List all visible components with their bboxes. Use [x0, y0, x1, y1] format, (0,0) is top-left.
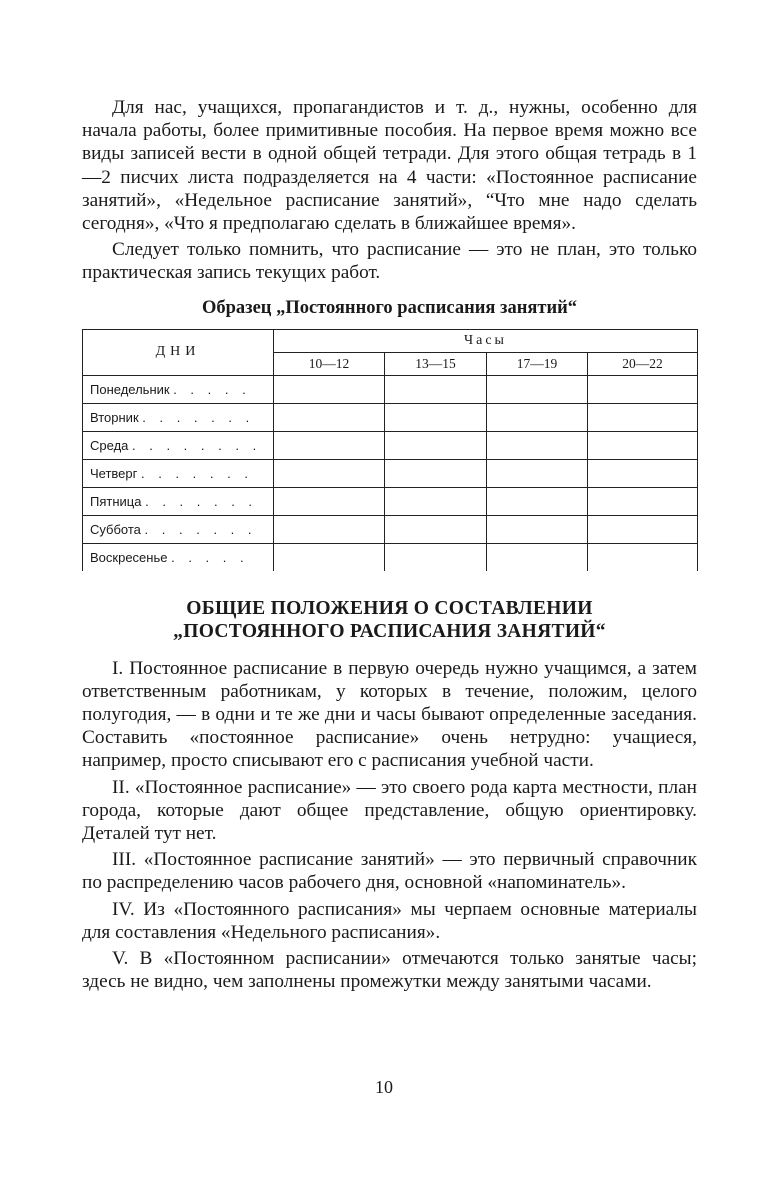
table-row: [83, 431, 698, 459]
empty-cell: [588, 403, 698, 431]
section-paragraph-1: I. Постоянное расписание в первую очередь нужно учащимся, а затем ответственным работникам, у которых в течение, положим, целого полугодия, — в одни и те же дни и часы бывают определенные заседания. Составить «постоянное расписание» очень нетрудно: учащиеся, например, просто списывают его с расписания учебной части.: [82, 657, 697, 772]
empty-cell: [487, 543, 588, 571]
empty-cell: [274, 515, 385, 543]
empty-cell: [274, 487, 385, 515]
table-header-row: [83, 329, 698, 352]
empty-cell: [385, 515, 487, 543]
empty-cell: [588, 487, 698, 515]
day-label: Суббота: [90, 521, 141, 537]
empty-cell: [588, 375, 698, 403]
empty-cell: [385, 487, 487, 515]
hours-header: Часы: [274, 329, 698, 352]
empty-cell: [274, 375, 385, 403]
empty-cell: [588, 459, 698, 487]
empty-cell: [487, 515, 588, 543]
day-cell: [83, 487, 274, 515]
day-label: Понедельник: [90, 381, 170, 397]
page-number: 10: [375, 1077, 393, 1097]
empty-cell: [274, 543, 385, 571]
table-caption: Образец „Постоянного расписания занятий“: [201, 297, 578, 318]
empty-cell: [385, 403, 487, 431]
dot-leader: . . . . . . .: [144, 521, 257, 537]
empty-cell: [588, 543, 698, 571]
dot-leader: . . . . . . .: [145, 493, 258, 509]
time-slot-header: 13—15: [385, 352, 487, 375]
day-cell: [83, 515, 274, 543]
empty-cell: [487, 459, 588, 487]
dot-leader: . . . . . . .: [142, 409, 255, 425]
empty-cell: [588, 431, 698, 459]
dot-leader: . . . . .: [171, 549, 249, 565]
day-cell: [83, 459, 274, 487]
section-title-line: ОБЩИЕ ПОЛОЖЕНИЯ О СОСТАВЛЕНИИ: [186, 597, 593, 619]
table-row: [83, 459, 698, 487]
empty-cell: [274, 459, 385, 487]
empty-cell: [385, 459, 487, 487]
day-label: Пятница: [90, 493, 142, 509]
page-content: [82, 96, 697, 993]
day-cell: [83, 375, 274, 403]
empty-cell: [487, 431, 588, 459]
table-row: [83, 403, 698, 431]
day-cell: [83, 543, 274, 571]
empty-cell: [487, 487, 588, 515]
table-row: [83, 375, 698, 403]
table-row: [83, 543, 698, 571]
day-label: Четверг: [90, 465, 138, 481]
dot-leader: . . . . . . .: [141, 465, 253, 481]
day-label: Вторник: [90, 409, 139, 425]
empty-cell: [385, 375, 487, 403]
empty-cell: [487, 403, 588, 431]
table-row: [83, 487, 698, 515]
day-cell: [83, 403, 274, 431]
schedule-table: [82, 329, 698, 571]
day-cell: [83, 431, 274, 459]
dot-leader: . . . . .: [173, 381, 251, 397]
intro-paragraph-2: Следует только помнить, что расписание — это не план, это только практическая запись текущих работ.: [82, 239, 697, 284]
section-paragraph-2: II. «Постоянное расписание» — это своего рода карта местности, план города, которые дают общее представление, общую ориентировку. Деталей тут нет.: [82, 776, 697, 845]
time-slot-header: 10—12: [274, 352, 385, 375]
dot-leader: . . . . . . . .: [132, 437, 262, 453]
time-slot-header: 17—19: [487, 352, 588, 375]
time-slot-header: 20—22: [588, 352, 698, 375]
empty-cell: [274, 403, 385, 431]
section-title: [82, 597, 697, 643]
empty-cell: [487, 375, 588, 403]
table-row: [83, 515, 698, 543]
section-title-line: „ПОСТОЯННОГО РАСПИСАНИЯ ЗАНЯТИЙ“: [173, 620, 606, 642]
day-label: Воскресенье: [90, 549, 168, 565]
intro-paragraph-1: Для нас, учащихся, пропагандистов и т. д., нужны, особенно для начала работы, более примитивные пособия. На первое время можно все виды записей вести в одной общей тетради. Для этого общая тетрадь в 1—2 писчих листа подразделяется на 4 части: «Постоянное расписание занятий», «Недельное расписание занятий», “Что мне надо сделать сегодня», «Что я предполагаю сделать в ближайшее время».: [82, 97, 697, 235]
empty-cell: [385, 431, 487, 459]
empty-cell: [588, 515, 698, 543]
day-label: Среда: [90, 437, 129, 453]
days-header: ДНИ: [83, 329, 274, 375]
section-paragraph-3: III. «Постоянное расписание занятий» — это первичный справочник по распределению часов рабочего дня, основной «напоминатель».: [82, 849, 697, 894]
empty-cell: [385, 543, 487, 571]
section-paragraph-5: V. В «Постоянном расписании» отмечаются только занятые часы; здесь не видно, чем заполнены промежутки между занятыми часами.: [82, 948, 697, 993]
empty-cell: [274, 431, 385, 459]
section-paragraph-4: IV. Из «Постоянного расписания» мы черпаем основные материалы для составления «Недельного расписания».: [82, 898, 697, 943]
